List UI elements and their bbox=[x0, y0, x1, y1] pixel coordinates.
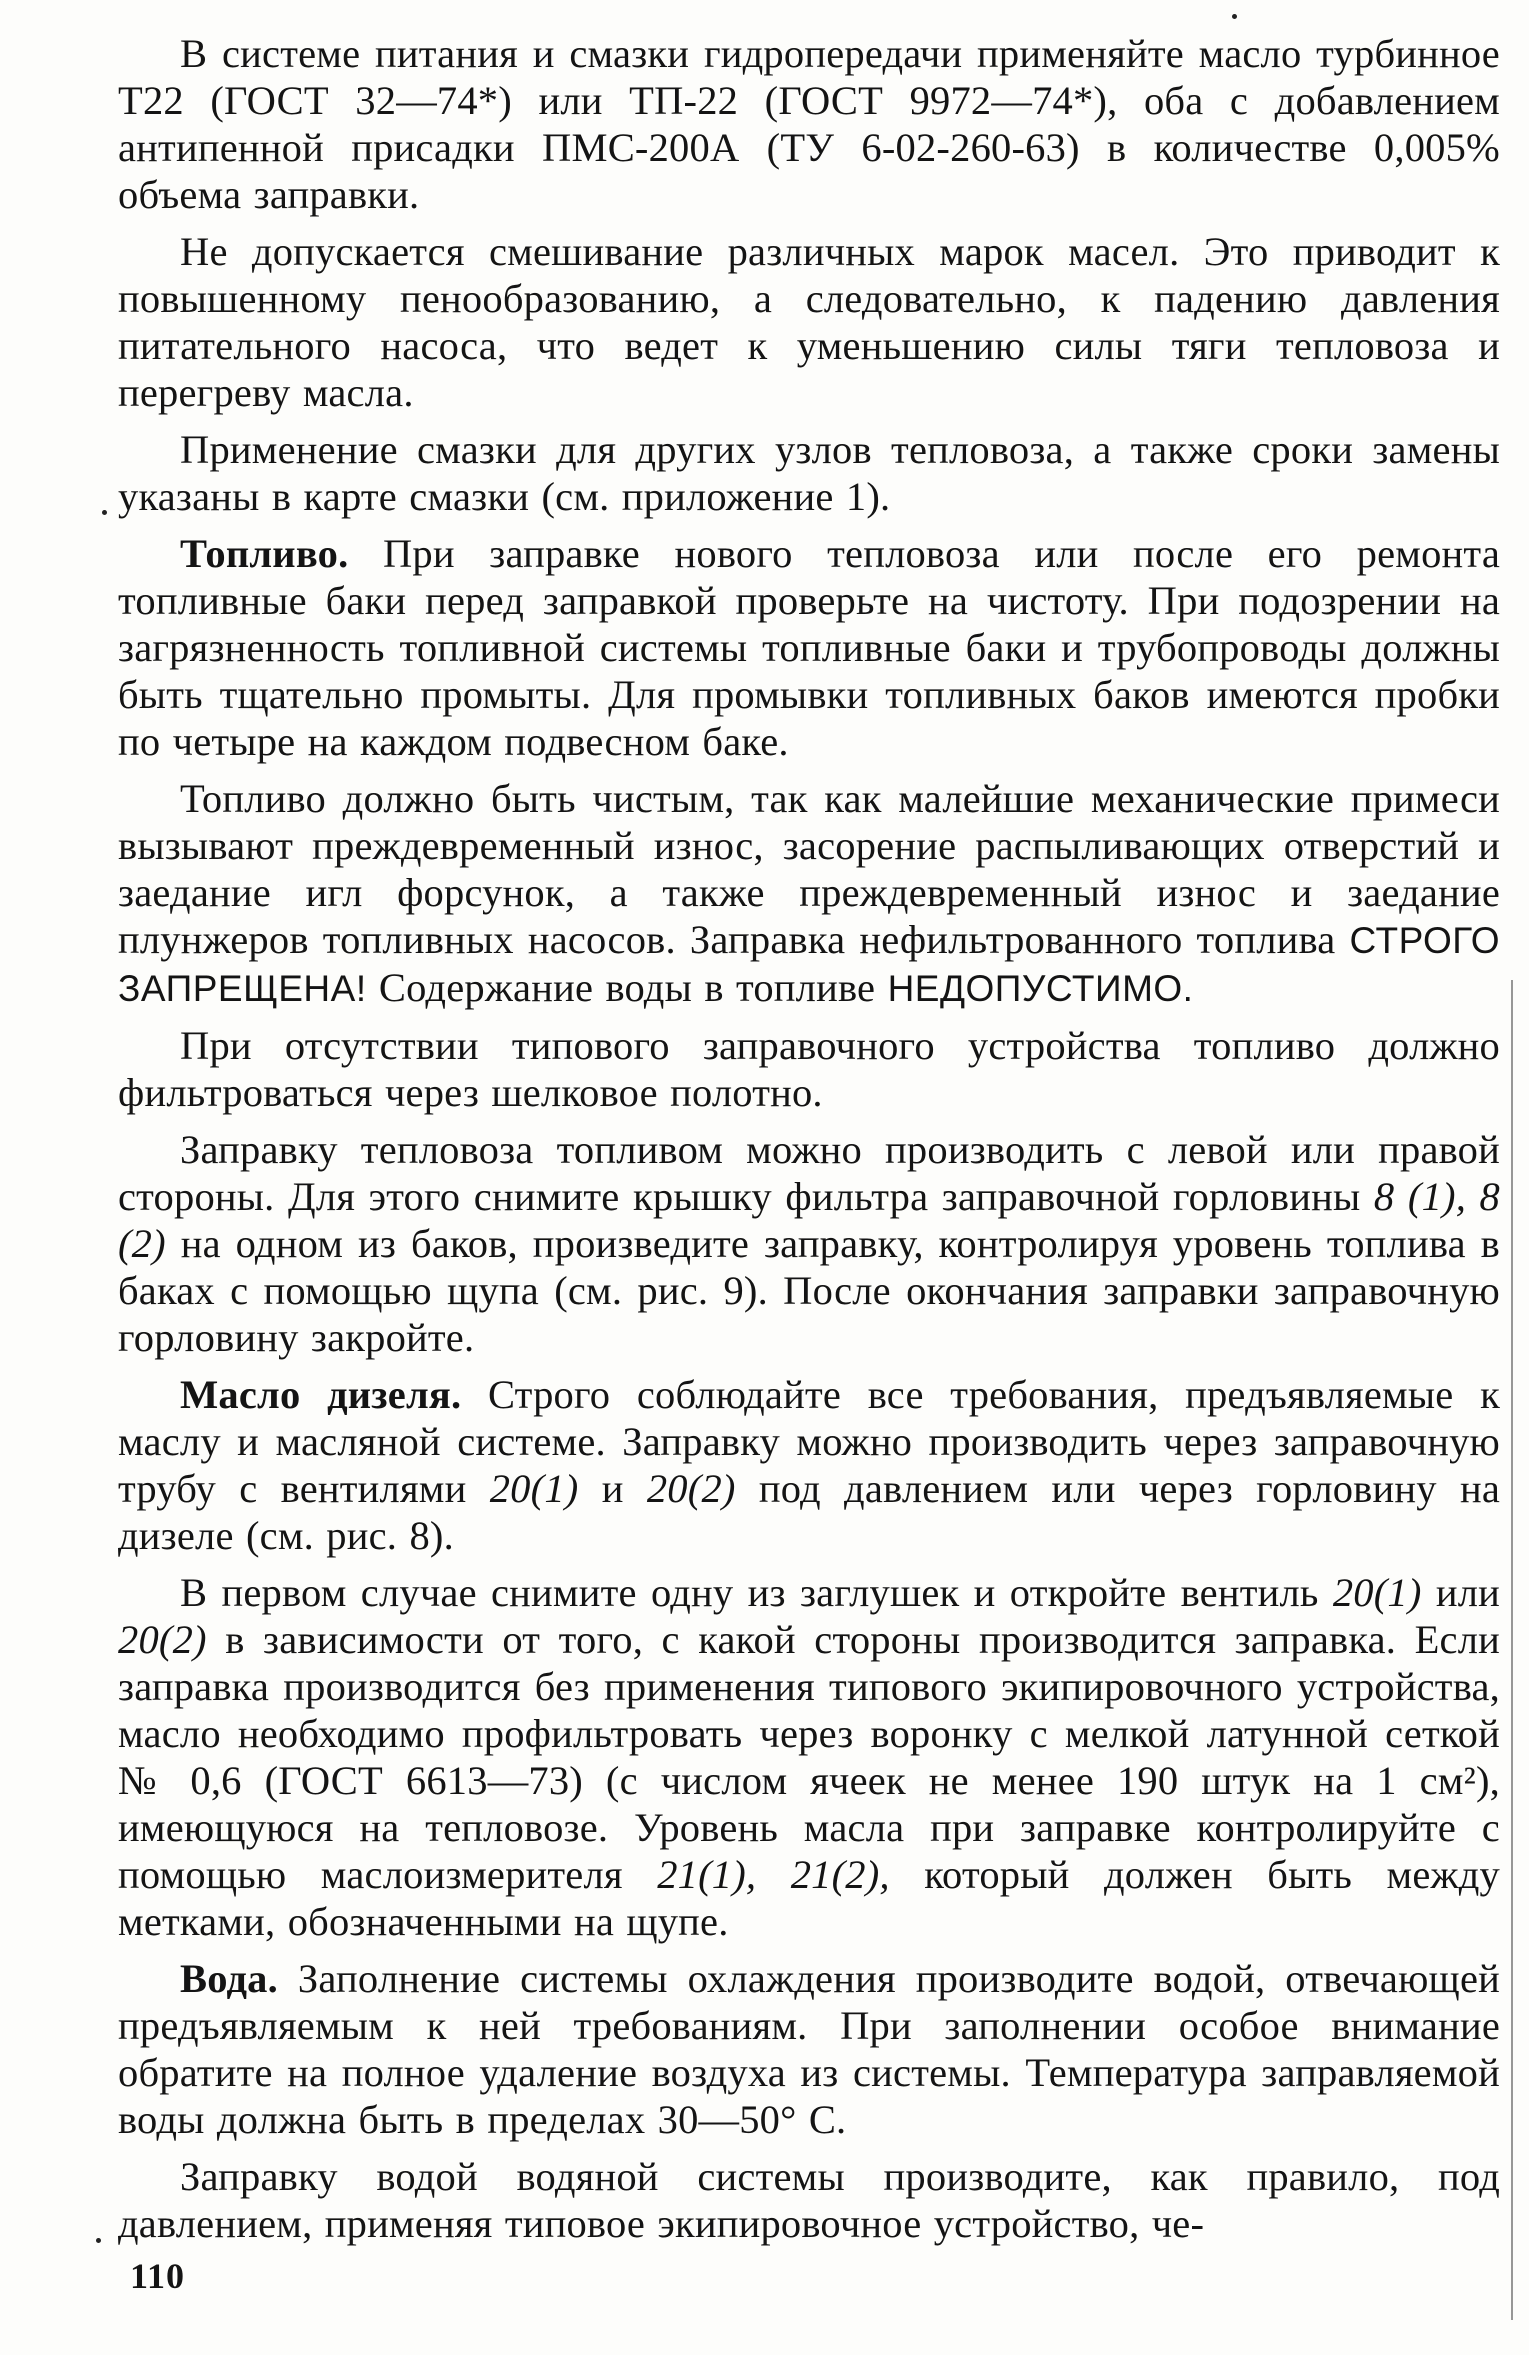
paragraph-oil-type bbox=[118, 30, 1500, 218]
paragraph-lubrication-map bbox=[118, 426, 1500, 520]
scan-speck bbox=[96, 2238, 101, 2243]
part-reference: 20(2) bbox=[646, 1466, 736, 1511]
part-reference: 20(1) bbox=[1332, 1570, 1422, 1615]
warning-inadmissible: НЕДОПУСТИМО. bbox=[887, 968, 1194, 1009]
text-segment: который должен быть между метками, обозначенными на щупе. bbox=[118, 1852, 1500, 1944]
section-heading-water: Вода. bbox=[180, 1956, 278, 2001]
text-segment: Не допускается смешивание различных марок масел. Это приводит к повышенному пенообразованию, а следовательно, к падению давления питательного насоса, что ведет к уменьшению силы тяги тепловоза и перегреву масла. bbox=[118, 229, 1500, 415]
text-segment: В системе питания и смазки гидропередачи применяйте масло турбинное Т22 (ГОСТ 32—74*) или ТП-22 (ГОСТ 9972—74*), оба с добавлением антипенной присадки ПМС-200А (ТУ 6-02-260-63) в количестве 0,005% объема заправки. bbox=[118, 31, 1500, 217]
warning-strictly-forbidden: СТРОГО ЗАПРЕЩЕНА! bbox=[118, 920, 1500, 1009]
paragraph-no-mixing bbox=[118, 228, 1500, 416]
paragraph-water-refill bbox=[118, 2153, 1500, 2247]
part-reference: 20(1) bbox=[489, 1466, 579, 1511]
paragraph-fuel-refill bbox=[118, 1126, 1500, 1361]
text-segment: или bbox=[1421, 1570, 1500, 1615]
text-segment: Содержание воды в топливе bbox=[366, 965, 888, 1010]
section-heading-diesel-oil: Масло дизеля. bbox=[180, 1372, 462, 1417]
text-segment: Заправку водой водяной системы производите, как правило, под давлением, применяя типовое экипировочное устройство, че- bbox=[118, 2154, 1500, 2246]
part-reference: 20(2) bbox=[118, 1617, 207, 1662]
part-reference: 21(1), 21(2), bbox=[657, 1852, 890, 1897]
text-segment: При отсутствии типового заправочного устройства топливо должно фильтроваться через шелковое полотно. bbox=[118, 1023, 1500, 1115]
page-number: 110 bbox=[130, 2256, 186, 2296]
text-segment: Строго соблюдайте все требования, предъявляемые к маслу и масляной системе. Заправку можно производить через заправочную трубу с вентилями bbox=[118, 1372, 1500, 1511]
body-text bbox=[118, 30, 1500, 2257]
paragraph-water bbox=[118, 1955, 1500, 2143]
text-segment: В первом случае снимите одну из заглушек и откройте вентиль bbox=[180, 1570, 1333, 1615]
text-segment: Заправку тепловоза топливом можно производить с левой или правой стороны. Для этого снимите крышку фильтра заправочной горловины bbox=[118, 1127, 1500, 1219]
part-reference: 8 (1), 8 (2) bbox=[118, 1174, 1500, 1266]
paragraph-silk-filter bbox=[118, 1022, 1500, 1116]
text-segment: Топливо должно быть чистым, так как малейшие механические примеси вызывают преждевременный износ, засорение распыливающих отверстий и заедание игл форсунок, а также преждевременный износ и заедание плунжеров топливных насосов. Заправка нефильтрованного топлива bbox=[118, 776, 1500, 962]
paragraph-diesel-oil bbox=[118, 1371, 1500, 1559]
scan-speck bbox=[1232, 14, 1237, 19]
text-segment: под давлением или через горловину на дизеле (см. рис. 8). bbox=[118, 1466, 1501, 1558]
text-segment: на одном из баков, произведите заправку, контролируя уровень топлива в баках с помощью щупа (см. рис. 9). После окончания заправки заправочную горловину закройте. bbox=[118, 1221, 1500, 1360]
paragraph-fuel-cleanliness bbox=[118, 775, 1500, 1012]
scan-edge-line bbox=[1511, 980, 1513, 2320]
scan-speck bbox=[102, 510, 107, 515]
paragraph-fuel bbox=[118, 530, 1500, 765]
text-segment: Заполнение системы охлаждения производите водой, отвечающей предъявляемым к ней требованиям. При заполнении особое внимание обратите на полное удаление воздуха из системы. Температура заправляемой воды должна быть в пределах 30—50° С. bbox=[118, 1956, 1500, 2142]
text-segment: и bbox=[578, 1466, 647, 1511]
text-segment: Применение смазки для других узлов тепловоза, а также сроки замены указаны в карте смазки (см. приложение 1). bbox=[118, 427, 1500, 519]
paragraph-first-case bbox=[118, 1569, 1500, 1945]
text-segment: При заправке нового тепловоза или после его ремонта топливные баки перед заправкой проверьте на чистоту. При подозрении на загрязненность топливной системы топливные баки и трубопроводы должны быть тщательно промыты. Для промывки топливных баков имеются пробки по четыре на каждом подвесном баке. bbox=[118, 531, 1500, 764]
text-segment: в зависимости от того, с какой стороны производится заправка. Если заправка производится без применения типового экипировочного устройства, масло необходимо профильтровать через воронку с мелкой латунной сеткой № 0,6 (ГОСТ 6613—73) (с числом ячеек не менее 190 штук на 1 см²), имеющуюся на тепловозе. Уровень масла при заправке контролируйте с помощью маслоизмерителя bbox=[118, 1617, 1500, 1897]
section-heading-fuel: Топливо. bbox=[180, 531, 349, 576]
